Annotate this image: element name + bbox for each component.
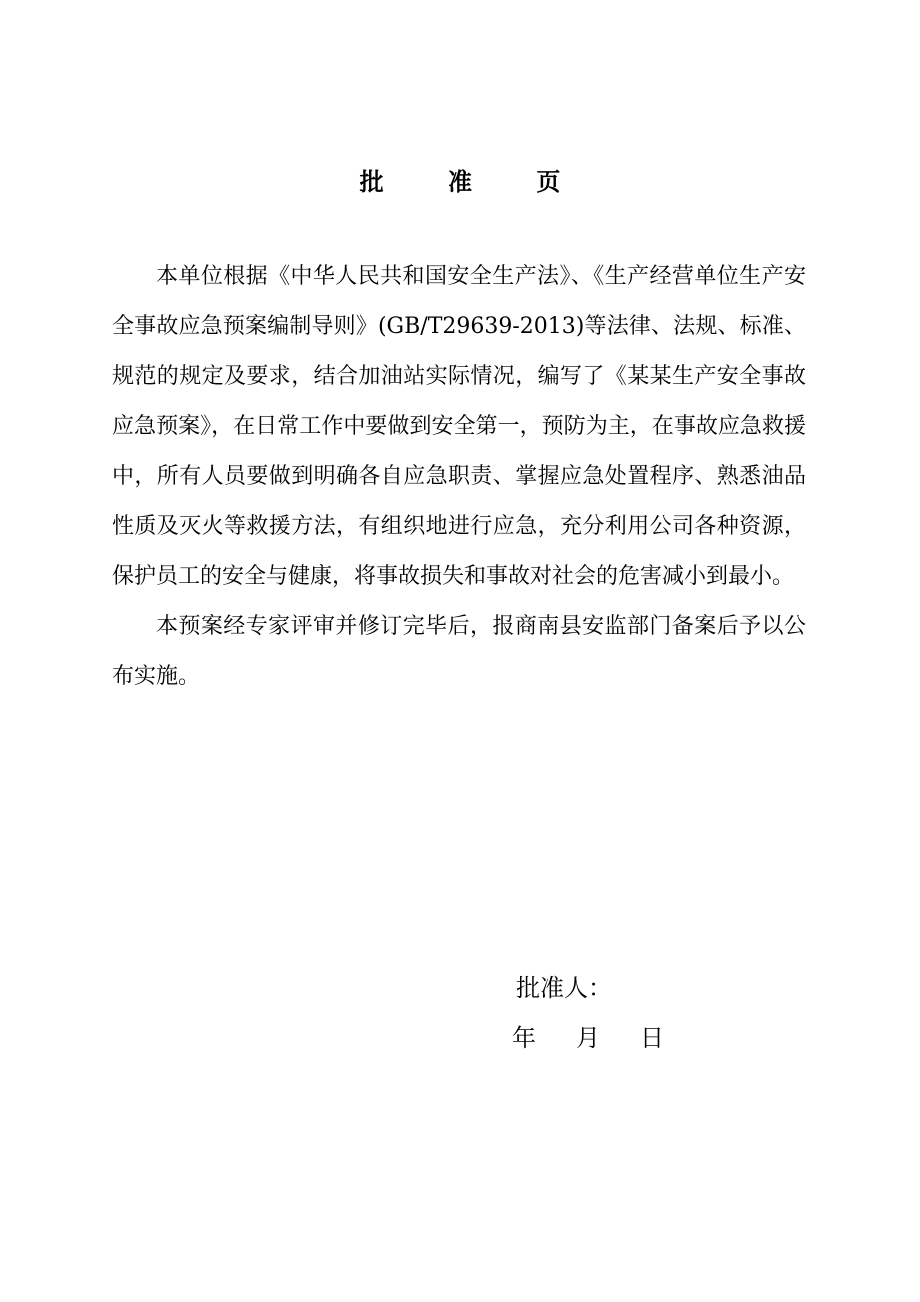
paragraph-basis: 本单位根据《中华人民共和国安全生产法》、《生产经营单位生产安全事故应急预案编制导则》(GB/T29639-2013)等法律、法规、标准、规范的规定及要求，结合加油站实际情况，编写了《某某生产安全事故应急预案》，在日常工作中要做到安全第一，预防为主，在事故应急救援中，所有人员要做到明确各自应急职责、掌握应急处置程序、熟悉油品性质及灭火等救援方法，有组织地进行应急，充分利用公司各种资源，保护员工的安全与健康，将事故损失和事故对社会的危害减小到最小。 xyxy=(112,264,806,589)
date-day: 日 xyxy=(640,1024,664,1052)
body-text xyxy=(112,252,806,702)
approver-label: 批准人： xyxy=(516,974,612,1002)
date-year: 年 xyxy=(512,1024,536,1052)
paragraph-implementation: 本预案经专家评审并修订完毕后，报商南县安监部门备案后予以公布实施。 xyxy=(112,614,806,689)
date-month: 月 xyxy=(576,1024,600,1052)
page-title: 批 准 页 xyxy=(359,167,589,196)
date-line xyxy=(512,1020,664,1056)
